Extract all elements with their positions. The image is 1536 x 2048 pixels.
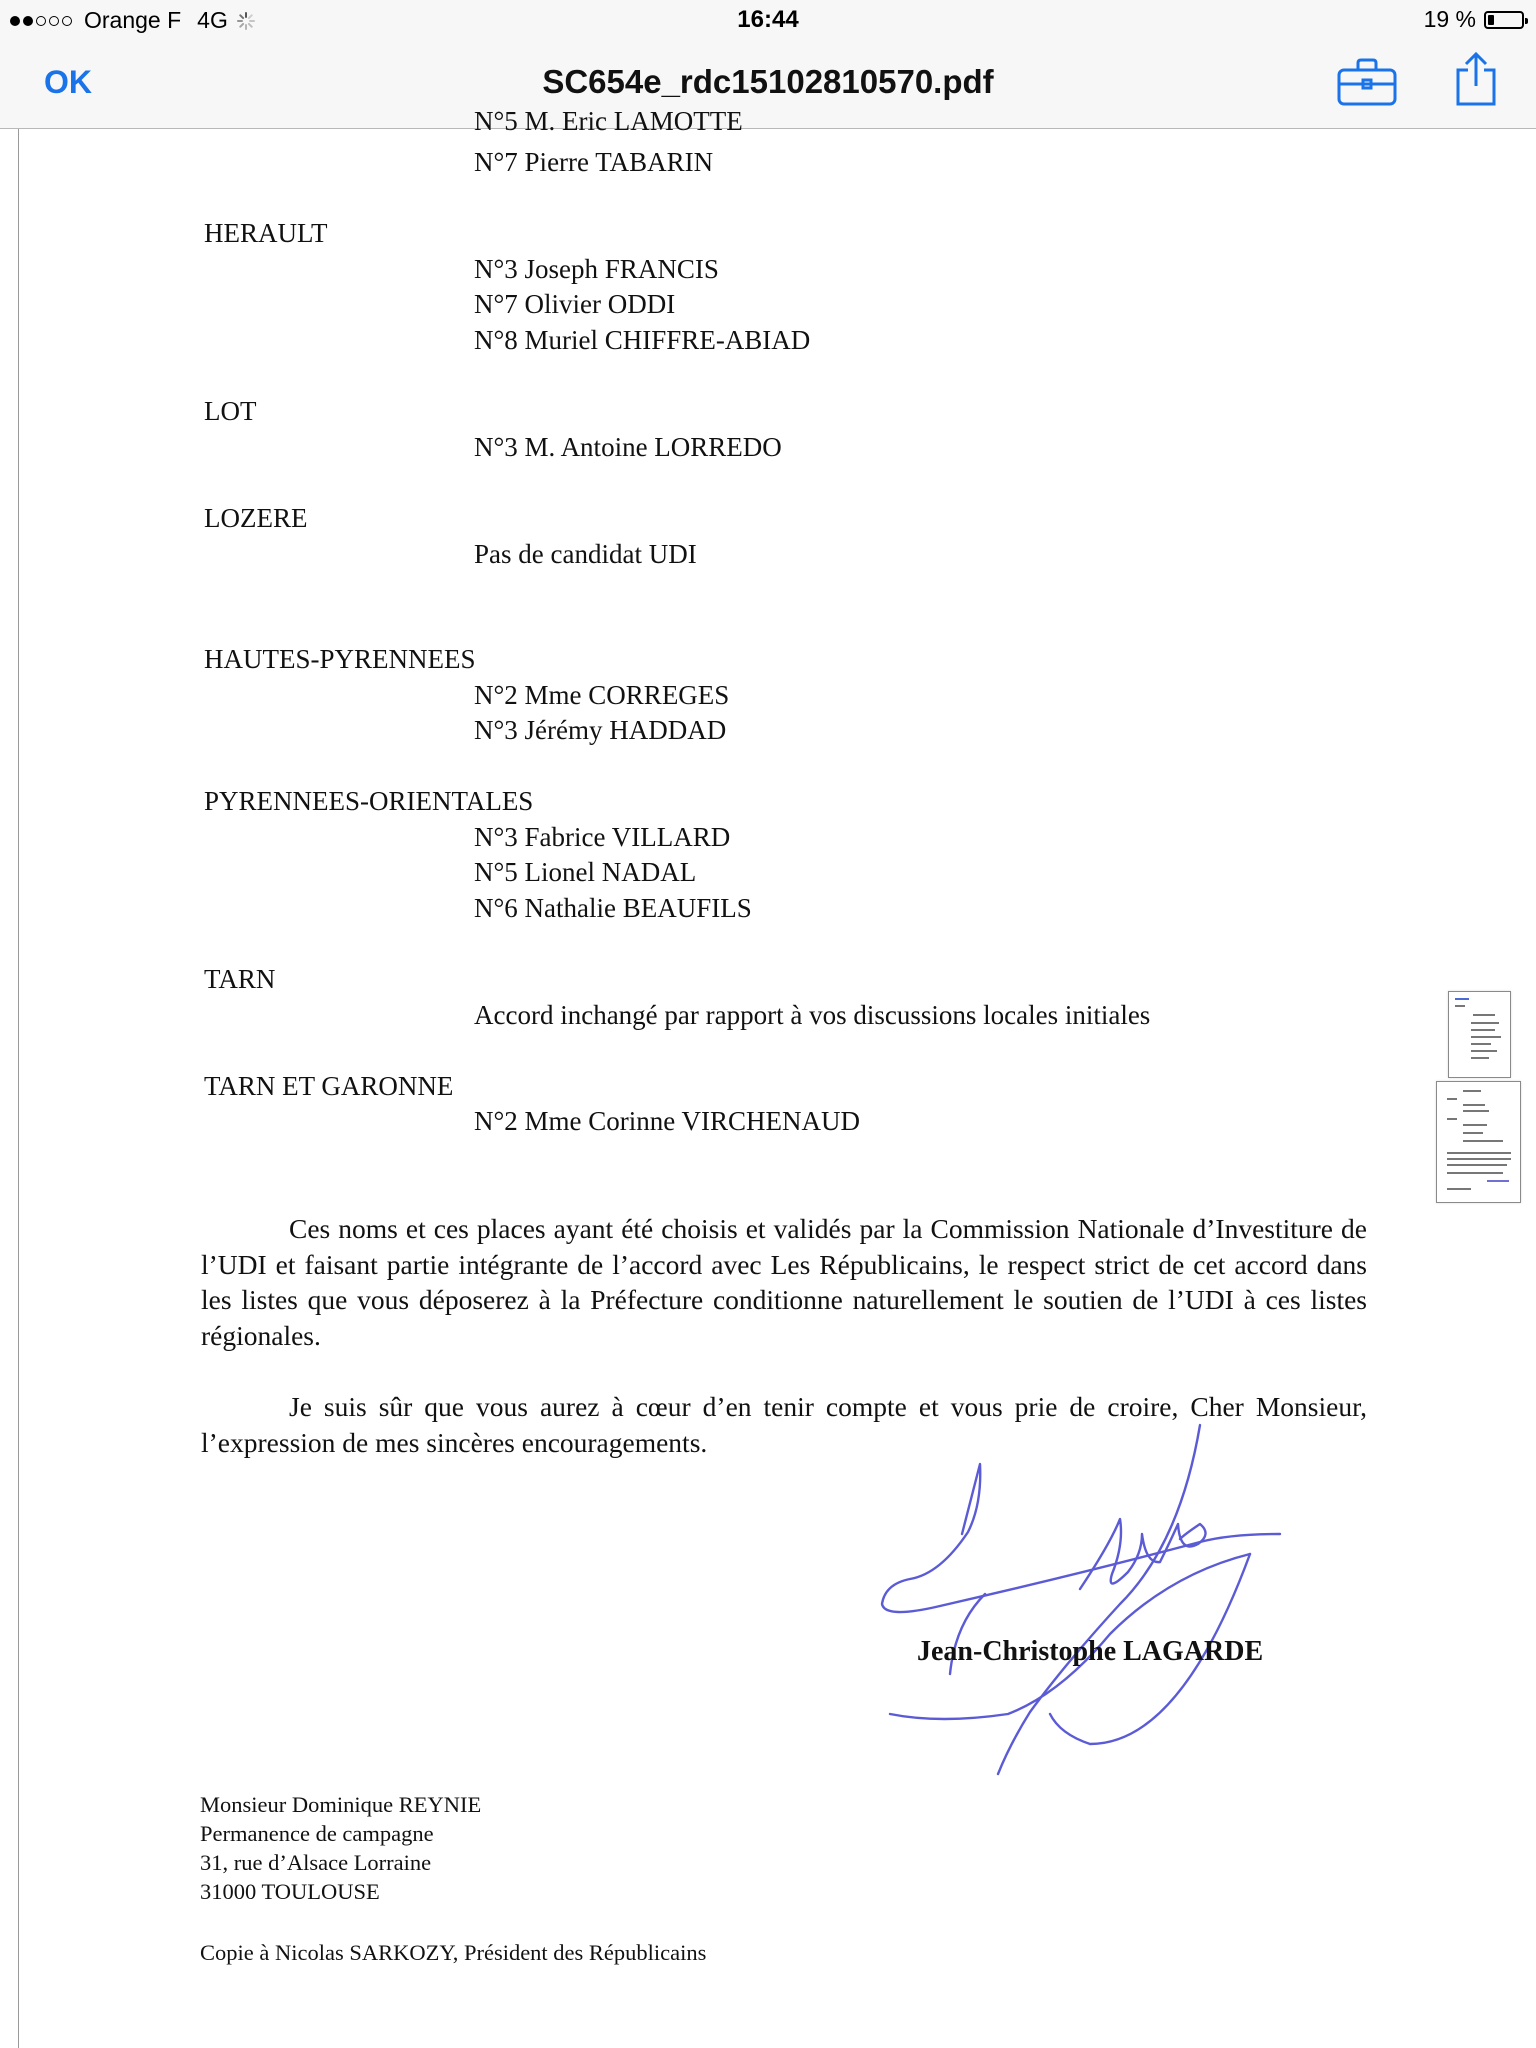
list-item: N°5 M. Eric LAMOTTE [474,106,743,136]
list-item: N°8 Muriel CHIFFRE-ABIAD [474,325,811,355]
page-thumbnail-2[interactable] [1436,1081,1521,1203]
address-line: 31, rue d’Alsace Lorraine [200,1850,432,1875]
department-heading: LOZERE [204,503,308,533]
department-heading: HAUTES-PYRENNEES [204,644,476,674]
network-type: 4G [197,7,228,33]
department-heading: PYRENNEES-ORIENTALES [204,786,534,816]
list-item: Accord inchangé par rapport à vos discussions locales initiales [474,1000,1151,1030]
list-item: N°7 Olivier ODDI [474,289,676,319]
list-item: N°3 Jérémy HADDAD [474,715,727,745]
department-heading: TARN [204,964,276,994]
department-heading: TARN ET GARONNE [204,1071,454,1101]
list-item: N°7 Pierre TABARIN [474,147,714,177]
status-right [1424,6,1524,33]
share-icon[interactable] [1454,50,1498,108]
battery-level [1488,15,1494,25]
address-line: Monsieur Dominique REYNIE [200,1792,482,1817]
status-bar [0,0,1536,40]
list-item: N°3 Fabrice VILLARD [474,822,731,852]
department-heading: LOT [204,396,257,426]
toolbox-icon[interactable] [1336,56,1398,108]
department-heading: HERAULT [204,218,328,248]
list-item: N°5 Lionel NADAL [474,857,697,887]
closing-paragraph: Je suis sûr que vous aurez à cœur d’en tenir compte et vous prie de croire, Cher Monsieur, l’expression de mes sincères encouragements. [201,1391,1367,1458]
navigation-bar [0,40,1536,129]
list-item: N°2 Mme CORREGES [474,680,730,710]
clock: 16:44 [737,6,799,33]
address-line: Permanence de campagne [200,1821,434,1846]
copy-line: Copie à Nicolas SARKOZY, Président des Républicains [200,1940,707,1965]
battery-icon [1484,11,1524,29]
ok-button[interactable]: OK [44,64,92,100]
list-item: Pas de candidat UDI [474,539,697,569]
document-title: SC654e_rdc15102810570.pdf [542,63,994,100]
body-paragraph: Ces noms et ces places ayant été choisis et validés par la Commission Nationale d’Investiture de l’UDI et faisant partie intégrante de l’accord avec Les Républicains, le respect strict de cet accord dans les listes que vous déposerez à la Préfecture conditionne naturellement le soutien de l’UDI à ces listes régionales. [201,1213,1367,1351]
address-line: 31000 TOULOUSE [200,1879,380,1904]
list-item: N°3 M. Antoine LORREDO [474,432,782,462]
signatory-name: Jean-Christophe LAGARDE [917,1636,1264,1667]
list-item: N°3 Joseph FRANCIS [474,254,719,284]
list-item: N°6 Nathalie BEAUFILS [474,893,752,923]
list-item: N°2 Mme Corinne VIRCHENAUD [474,1106,861,1136]
carrier-name: Orange F [84,7,182,33]
battery-percent: 19 % [1423,6,1476,32]
page-thumbnail-1[interactable] [1448,991,1511,1078]
pdf-page[interactable] [0,106,1536,2048]
